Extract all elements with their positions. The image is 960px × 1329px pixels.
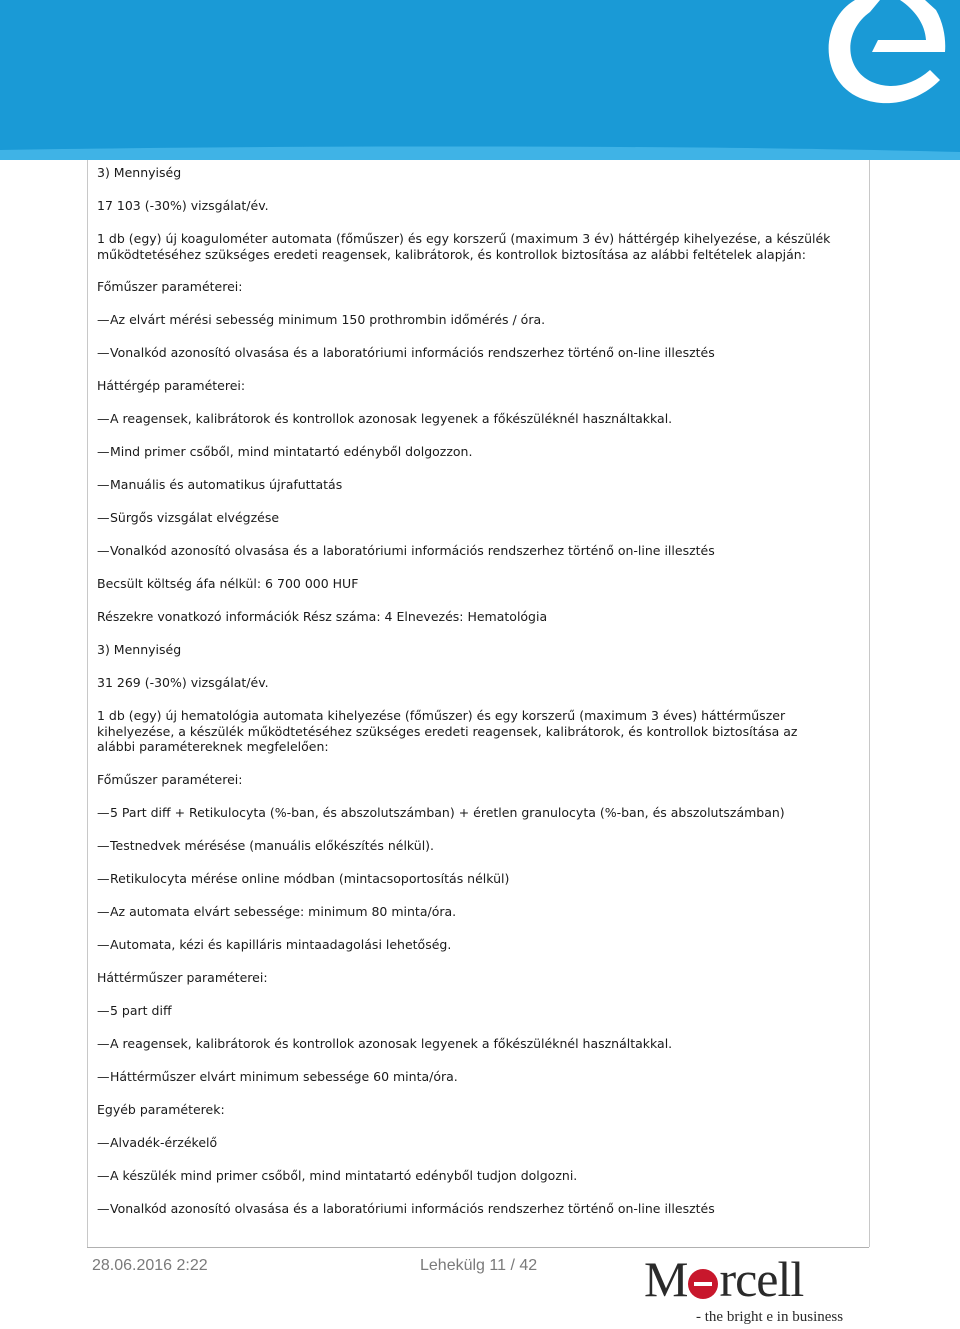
bullet-dash: — (97, 1201, 110, 1216)
paragraph-text: Vonalkód azonosító olvasása és a laboratóriumi információs rendszerhez történő on-line illesztés (110, 543, 715, 558)
bullet-dash: — (97, 411, 110, 426)
bullet-item (97, 1168, 832, 1184)
bullet-item (97, 904, 832, 920)
paragraph (97, 642, 832, 658)
paragraph-text: 5 part diff (110, 1003, 172, 1018)
footer-page-number: Lehekülg 11 / 42 (420, 1257, 538, 1274)
bullet-dash: — (97, 904, 110, 919)
bullet-dash: — (97, 444, 110, 459)
paragraph-text: Egyéb paraméterek: (97, 1102, 225, 1117)
paragraph (97, 1102, 832, 1118)
bullet-item (97, 477, 832, 493)
paragraph-text: 3) Mennyiség (97, 165, 182, 180)
paragraph (97, 231, 832, 262)
paragraph-text: Vonalkód azonosító olvasása és a laboratóriumi információs rendszerhez történő on-line illesztés (110, 345, 715, 360)
bullet-dash: — (97, 937, 110, 952)
bullet-dash: — (97, 1168, 110, 1183)
paragraph (97, 970, 832, 986)
bullet-item (97, 312, 832, 328)
paragraph (97, 772, 832, 788)
paragraph-text: Mind primer csőből, mind mintatartó edényből dolgozzon. (110, 444, 473, 459)
paragraph (97, 576, 832, 592)
paragraph-text: 1 db (egy) új hematológia automata kihelyezése (főműszer) és egy korszerű (maximum 3 éves) háttérműszer kihelyezése, a készülék működtetéséhez szükséges eredeti reagensek, kalibrátorok, és kontrollok biztosítása az alábbi paramétereknek megfelelően: (97, 708, 798, 754)
bullet-item (97, 510, 832, 526)
bullet-dash: — (97, 510, 110, 525)
bullet-item (97, 1069, 832, 1085)
paragraph (97, 609, 832, 625)
paragraph (97, 279, 832, 295)
footer-divider (87, 1247, 869, 1248)
marcell-logo (644, 1253, 874, 1329)
bullet-item (97, 1201, 832, 1217)
paragraph-text: Retikulocyta mérése online módban (mintacsoportosítás nélkül) (110, 871, 510, 886)
paragraph-text: Automata, kézi és kapilláris mintaadagolási lehetőség. (110, 937, 452, 952)
bullet-item (97, 1135, 832, 1151)
header-band (0, 0, 960, 160)
bullet-item (97, 345, 832, 361)
bullet-item (97, 805, 832, 821)
paragraph (97, 708, 832, 755)
paragraph (97, 198, 832, 214)
bullet-dash: — (97, 543, 110, 558)
bullet-dash: — (97, 1003, 110, 1018)
paragraph-text: Részekre vonatkozó információk Rész száma: 4 Elnevezés: Hematológia (97, 609, 548, 624)
bullet-dash: — (97, 871, 110, 886)
paragraph-text: Testnedvek mérésése (manuális előkészítés nélkül). (110, 838, 435, 853)
paragraph-text: Háttérműszer elvárt minimum sebessége 60 minta/óra. (110, 1069, 458, 1084)
paragraph-text: Háttérműszer paraméterei: (97, 970, 268, 985)
bullet-item (97, 1036, 832, 1052)
paragraph-text: Vonalkód azonosító olvasása és a laboratóriumi információs rendszerhez történő on-line illesztés (110, 1201, 715, 1216)
paragraph-text: 17 103 (-30%) vizsgálat/év. (97, 198, 269, 213)
paragraph-text: Alvadék-érzékelő (110, 1135, 218, 1150)
paragraph-text: Az elvárt mérési sebesség minimum 150 prothrombin időmérés / óra. (110, 312, 546, 327)
bullet-item (97, 838, 832, 854)
paragraph-text: Manuális és automatikus újrafuttatás (110, 477, 343, 492)
bullet-dash: — (97, 805, 110, 820)
bullet-dash: — (97, 1036, 110, 1051)
bullet-dash: — (97, 312, 110, 327)
paragraph-text: 5 Part diff + Retikulocyta (%-ban, és abszolutszámban) + éretlen granulocyta (%-ban, és abszolutszámban) (110, 805, 785, 820)
paragraph-text: Sürgős vizsgálat elvégzése (110, 510, 280, 525)
bullet-item (97, 444, 832, 460)
paragraph (97, 378, 832, 394)
bullet-dash: — (97, 838, 110, 853)
paragraph-text: 1 db (egy) új koagulométer automata (főműszer) és egy korszerű (maximum 3 év) háttérgép kihelyezése, a készülék működtetéséhez szükséges eredeti reagensek, kalibrátorok, és kontrollok biztosítása az alábbi feltételek alapján: (97, 231, 831, 262)
paragraph (97, 675, 832, 691)
paragraph (97, 165, 832, 181)
paragraph-text: Főműszer paraméterei: (97, 772, 243, 787)
bullet-item (97, 937, 832, 953)
paragraph-text: 31 269 (-30%) vizsgálat/év. (97, 675, 269, 690)
bullet-item (97, 1003, 832, 1019)
paragraph-text: A reagensek, kalibrátorok és kontrollok azonosak legyenek a főkészüléknél használtakkal. (110, 1036, 673, 1051)
paragraph-text: Az automata elvárt sebessége: minimum 80 minta/óra. (110, 904, 457, 919)
paragraph-text: A reagensek, kalibrátorok és kontrollok azonosak legyenek a főkészüléknél használtakkal. (110, 411, 673, 426)
bullet-item (97, 411, 832, 427)
header-banner (0, 0, 960, 160)
logo-tagline: - the bright e in business (696, 1309, 844, 1325)
bullet-item (97, 871, 832, 887)
paragraph-text: Becsült költség áfa nélkül: 6 700 000 HUF (97, 576, 359, 591)
logo-wordmark: M rcell (644, 1251, 804, 1307)
footer-date: 28.06.2016 2:22 (92, 1257, 208, 1274)
bullet-dash: — (97, 1135, 110, 1150)
bullet-dash: — (97, 1069, 110, 1084)
bullet-dash: — (97, 477, 110, 492)
bullet-dash: — (97, 345, 110, 360)
bullet-item (97, 543, 832, 559)
paragraph-text: A készülék mind primer csőből, mind mintatartó edényből tudjon dolgozni. (110, 1168, 578, 1183)
paragraph-text: Háttérgép paraméterei: (97, 378, 246, 393)
logo-e-icon (688, 1269, 718, 1299)
paragraph-text: 3) Mennyiség (97, 642, 182, 657)
paragraph-text: Főműszer paraméterei: (97, 279, 243, 294)
